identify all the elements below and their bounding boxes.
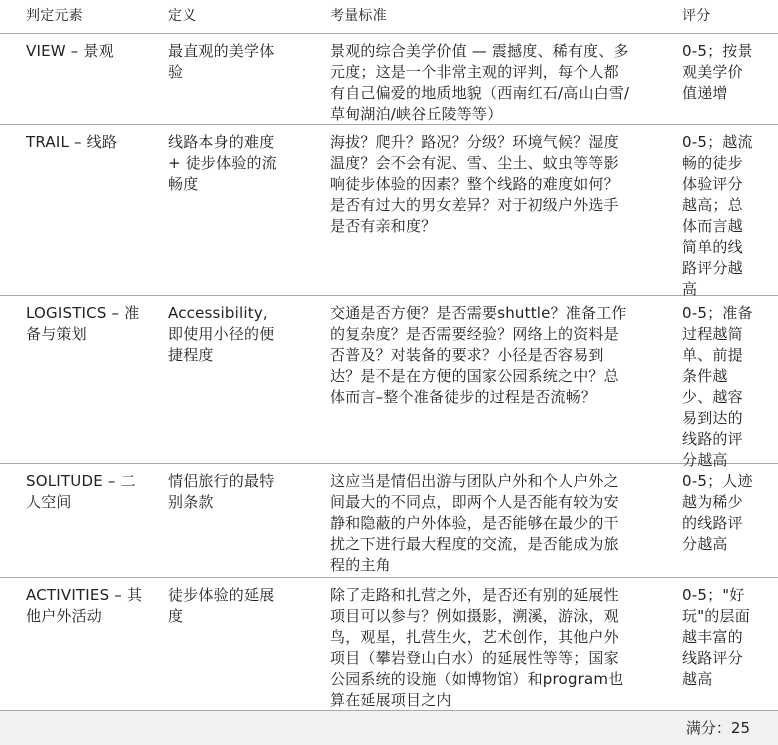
row-element: TRAIL – 线路 <box>26 133 118 151</box>
table-header-row <box>0 0 778 34</box>
row-element: SOLITUDE – 二人空间 <box>26 472 136 511</box>
row-definition: 最直观的美学体验 <box>168 42 275 81</box>
row-score: 0-5；按景观美学价值递增 <box>682 42 753 102</box>
row-score: 0-5；"好玩"的层面越丰富的线路评分越高 <box>682 586 750 688</box>
header-definition: 定义 <box>168 8 197 24</box>
row-score: 0-5；准备过程越简单、前提条件越少、越容易到达的线路的评分越高 <box>682 304 753 469</box>
total-score: 满分：25 <box>685 719 750 737</box>
row-element: VIEW – 景观 <box>26 42 114 60</box>
table-row <box>0 125 778 296</box>
row-definition: 徒步体验的延展度 <box>168 586 275 625</box>
table-row <box>0 464 778 578</box>
row-element: LOGISTICS – 准备与策划 <box>26 304 140 343</box>
table-row <box>0 296 778 469</box>
row-criteria: 交通是否方便？是否需要shuttle？准备工作的复杂度？是否需要经验？网络上的资料是否普及？对装备的要求？小径是否容易到达？是不是在方便的国家公园系统之中？总体而言–整个准备徒步的过程是否流畅？ <box>330 304 627 406</box>
row-definition: 线路本身的难度 + 徒步体验的流畅度 <box>168 133 277 193</box>
row-score: 0-5；人迹越为稀少的线路评分越高 <box>682 472 753 553</box>
row-criteria: 景观的综合美学价值 — 震撼度、稀有度、多元度；这是一个非常主观的评判，每个人都有自己偏爱的地质地貌（西南红石/高山白雪/草甸湖泊/峡谷丘陵等等） <box>330 42 630 123</box>
header-criteria: 考量标准 <box>330 8 387 24</box>
row-score: 0-5；越流畅的徒步体验评分越高；总体而言越简单的线路评分越高 <box>682 133 753 298</box>
row-criteria: 海拔？爬升？路况？分级？环境气候？湿度温度？会不会有泥、雪、尘土、蚊虫等等影响徒步体验的因素？整个线路的难度如何？是否有过大的男女差异？对于初级户外选手是否有亲和度？ <box>330 133 619 235</box>
table-footer <box>0 711 778 745</box>
header-element: 判定元素 <box>26 8 83 24</box>
row-definition: 情侣旅行的最特别条款 <box>168 472 275 511</box>
row-criteria: 除了走路和扎营之外，是否还有别的延展性项目可以参与？例如摄影，溯溪，游泳，观鸟，观星，扎营生火，艺术创作，其他户外项目（攀岩登山白水）的延展性等等；国家公园系统的设施（如博物馆）和program也算在延展项目之内 <box>330 586 624 709</box>
table-row <box>0 34 778 125</box>
row-definition: Accessibility, 即使用小径的便捷程度 <box>168 304 275 364</box>
header-score: 评分 <box>682 8 711 24</box>
row-element: ACTIVITIES – 其他户外活动 <box>26 586 143 625</box>
row-criteria: 这应当是情侣出游与团队户外和个人户外之间最大的不同点，即两个人是否能有较为安静和隐蔽的户外体验，是否能够在最少的干扰之下进行最大程度的交流，是否能成为旅程的主角 <box>330 472 619 574</box>
table-row <box>0 578 778 711</box>
